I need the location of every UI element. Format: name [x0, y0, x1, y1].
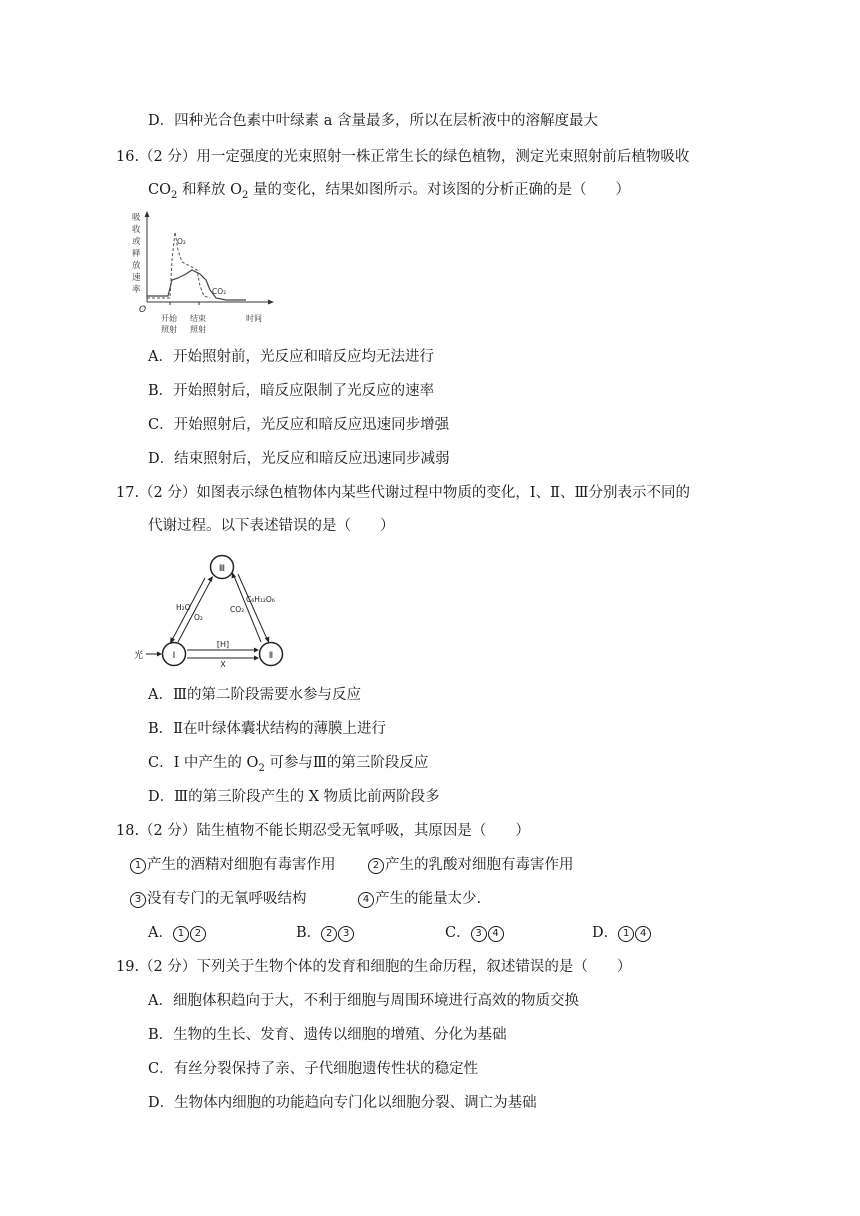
- node-iii-label: Ⅲ: [218, 564, 226, 574]
- circled-number: 3: [338, 926, 354, 942]
- x-axis-arrow: [268, 300, 274, 305]
- q19-stem: 19.（2 分）下列关于生物个体的发育和细胞的生命历程，叙述错误的是（ ）: [116, 959, 632, 975]
- tick-start-label-1: 开始: [161, 314, 177, 323]
- q18-choice-b: B． 2 3: [296, 923, 355, 943]
- circled-number: 1: [173, 926, 189, 942]
- h-label: [H]: [216, 640, 230, 649]
- q18-stem: 18.（2 分）陆生植物不能长期忍受无氧呼吸，其原因是（ ）: [116, 823, 530, 839]
- circled-number: 2: [190, 926, 206, 942]
- y-axis-arrow: [145, 211, 150, 217]
- glucose-label: C₆H₁₂O₆: [246, 595, 275, 604]
- q17-option-d: D．Ⅲ的第三阶段产生的 X 物质比前两阶段多: [148, 789, 440, 805]
- q19-option-b: B．生物的生长、发育、遗传以细胞的增殖、分化为基础: [148, 1027, 507, 1043]
- q18-item-1: 1 产生的酒精对细胞有毒害作用: [130, 855, 336, 875]
- q18-choice-c: C． 3 4: [445, 923, 505, 943]
- ylabel-char: 放: [132, 261, 141, 271]
- circled-number: 1: [618, 926, 634, 942]
- q19-option-d: D．生物体内细胞的功能趋向专门化以细胞分裂、调亡为基础: [148, 1095, 537, 1111]
- q19-option-a: A．细胞体积趋向于大，不利于细胞与周围环境进行高效的物质交换: [148, 993, 579, 1009]
- arrowhead-i-to-ii-x: [254, 656, 259, 661]
- light-arrowhead: [157, 652, 162, 657]
- o2-label: O₂: [177, 237, 186, 246]
- ylabel-char: 率: [132, 285, 141, 295]
- q17-option-a: A．Ⅲ的第二阶段需要水参与反应: [148, 687, 361, 703]
- arrowhead-i-to-ii-h: [254, 648, 259, 653]
- circled-number: 4: [635, 926, 651, 942]
- q17-stem-line1: 17.（2 分）如图表示绿色植物体内某些代谢过程中物质的变化，I、Ⅱ、Ⅲ分别表示不同的: [116, 485, 690, 501]
- q17-figure: [130, 550, 300, 668]
- q18-choice-d: D． 1 4: [592, 923, 652, 943]
- arrowhead-i-to-iii: [208, 576, 214, 582]
- q18-item-4: 4 产生的能量太少.: [358, 889, 481, 909]
- node-i-label: Ⅰ: [172, 651, 176, 661]
- circled-number: 3: [130, 892, 146, 908]
- q18-choice-a: A． 1 2: [148, 923, 207, 943]
- q15-option-d: D．四种光合色素中叶绿素 a 含量最多，所以在层析液中的溶解度最大: [148, 113, 598, 129]
- arrowhead-iii-to-ii: [265, 637, 269, 644]
- circled-number: 4: [358, 892, 374, 908]
- circled-number: 2: [368, 858, 384, 874]
- circled-number: 4: [488, 926, 504, 942]
- ylabel-char: 或: [132, 237, 141, 247]
- q18-item-2: 2 产生的乳酸对细胞有毒害作用: [368, 855, 574, 875]
- ylabel-char: 速: [132, 273, 141, 283]
- ylabel-char: 收: [132, 225, 141, 235]
- q17-option-c: C．I 中产生的 $O_2$ 可参与Ⅲ的第三阶段反应: [148, 755, 429, 774]
- q16-stem-line2: $CO_2$ 和释放 $O_2$ 量的变化，结果如图所示。对该图的分析正确的是（ ）: [148, 182, 630, 201]
- circled-number: 3: [471, 926, 487, 942]
- co2-label: CO₂: [230, 605, 245, 614]
- ylabel-char: 吸: [132, 213, 141, 223]
- q16-ylabel: [132, 213, 141, 295]
- q16-option-b: B．开始照射后，暗反应限制了光反应的速率: [148, 383, 435, 399]
- circled-number: 2: [321, 926, 337, 942]
- ylabel-char: 释: [132, 249, 141, 259]
- tick-end-label-2: 照射: [190, 325, 206, 334]
- h2o-label: H₂O: [176, 603, 191, 612]
- q16-option-a: A．开始照射前，光反应和暗反应均无法进行: [148, 349, 434, 365]
- q17-option-b: B．Ⅱ在叶绿体囊状结构的薄膜上进行: [148, 721, 387, 737]
- x-label: X: [220, 660, 226, 668]
- q19-option-c: C．有丝分裂保持了亲、子代细胞遗传性状的稳定性: [148, 1061, 479, 1077]
- tick-start-label-2: 照射: [161, 325, 177, 334]
- q17-stem-line2: 代谢过程。以下表述错误的是（ ）: [148, 518, 395, 534]
- q18-item-3: 3 没有专门的无氧呼吸结构: [130, 889, 307, 909]
- x-axis-label: 时间: [246, 314, 262, 323]
- node-ii-label: Ⅱ: [268, 651, 274, 661]
- light-label: 光: [134, 651, 144, 661]
- circled-number: 1: [130, 858, 146, 874]
- tick-end-label-1: 结束: [190, 314, 206, 323]
- q16-option-c: C．开始照射后，光反应和暗反应迅速同步增强: [148, 417, 450, 433]
- co2-curve: [147, 270, 246, 300]
- q16-stem-line1: 16.（2 分）用一定强度的光束照射一株正常生长的绿色植物，测定光束照射前后植物吸收: [116, 149, 690, 165]
- co2-label: CO₂: [212, 287, 227, 296]
- origin-label: O: [139, 305, 147, 315]
- arrowhead-ii-to-iii: [232, 572, 236, 579]
- q16-option-d: D．结束照射后，光反应和暗反应迅速同步减弱: [148, 451, 450, 467]
- o2-label: O₂: [194, 613, 203, 622]
- q16-figure: [130, 208, 280, 340]
